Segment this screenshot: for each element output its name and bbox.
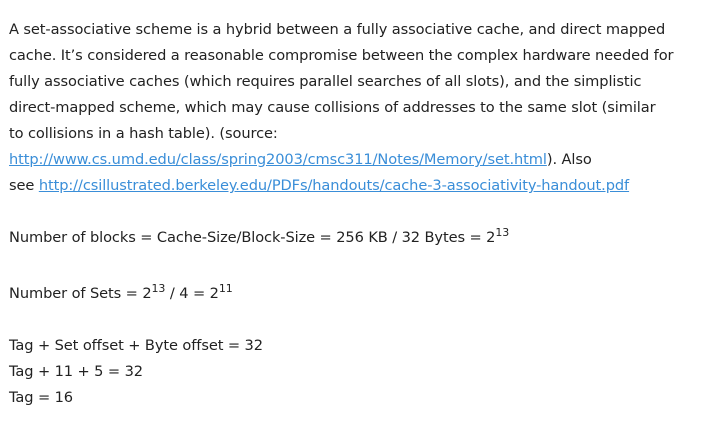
sets-formula (9, 281, 709, 307)
spacer (9, 251, 709, 281)
sets-formula-text-a: Number of Sets = 2 (9, 285, 152, 302)
spacer (9, 199, 709, 225)
also-text: ). Also (546, 151, 592, 168)
blocks-formula-text: Number of blocks = Cache-Size/Block-Size = 256 KB / 32 Bytes = 2 (9, 229, 496, 246)
tag-line-1: Tag + Set offset + Byte offset = 32 (9, 337, 263, 354)
paragraph-line-5: to collisions in a hash table). (source: (9, 125, 278, 142)
sets-exponent-a: 13 (151, 282, 166, 295)
source-link-line (9, 147, 709, 173)
sets-formula-text-b: / 4 = 2 (165, 285, 219, 302)
document-body (9, 17, 709, 411)
paragraph-line-1: A set-associative scheme is a hybrid between a fully associative cache, and direct mapped (9, 21, 666, 38)
tag-line-2: Tag + 11 + 5 = 32 (9, 363, 143, 380)
blocks-formula (9, 225, 709, 251)
source-link-umd[interactable]: http://www.cs.umd.edu/class/spring2003/cmsc311/Notes/Memory/set.html (9, 151, 547, 168)
tag-line-3: Tag = 16 (9, 389, 73, 406)
paragraph-line-3: fully associative caches (which requires parallel searches of all slots), and the simplistic (9, 73, 642, 90)
paragraph-line-4: direct-mapped scheme, which may cause collisions of addresses to the same slot (similar (9, 99, 656, 116)
spacer (9, 307, 709, 333)
sets-exponent-b: 11 (218, 282, 233, 295)
source-link-berkeley[interactable]: http://csillustrated.berkeley.edu/PDFs/handouts/cache-3-associativity-handout.pdf (38, 177, 630, 194)
blocks-exponent: 13 (495, 226, 510, 239)
see-prefix: see (9, 177, 39, 194)
see-also-line (9, 173, 709, 199)
paragraph-line-2: cache. It’s considered a reasonable compromise between the complex hardware needed for (9, 47, 674, 64)
